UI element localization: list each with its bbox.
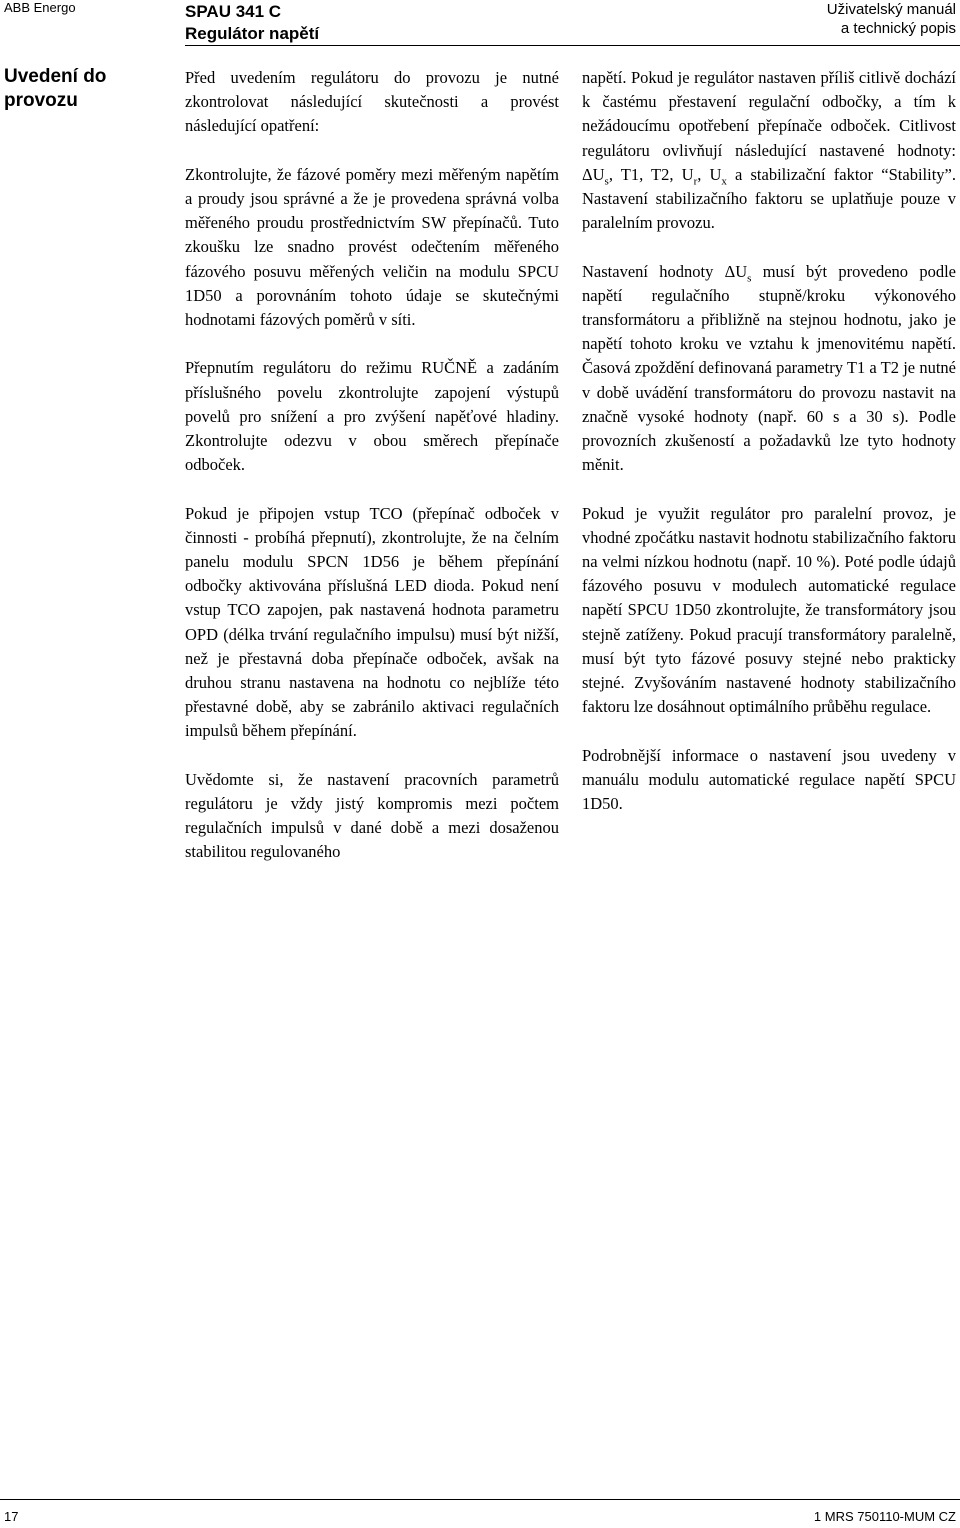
text-run: musí být provedeno podle napětí regulačního stupně/kroku výkonového transformátoru a přibližně na stejnou hodnotu, jako je napětí tohoto kroku ve vztahu k jmenovitému napětí. Časová zpoždění definovaná parametry T1 a T2 je nutné v době uvádění transformátoru do provozu nastavit na značně vysoké hodnoty (např. 60 s a 30 s). Podle provozních zkušeností a požadavků lze tyto hodnoty měnit. <box>582 261 956 475</box>
subscript: s <box>604 175 609 188</box>
document-number: 1 MRS 750110-MUM CZ <box>813 1509 956 1524</box>
paragraph <box>582 260 956 478</box>
subscript: r <box>693 175 698 188</box>
subscript: x <box>721 175 727 188</box>
text-run: , T1, T2, U <box>608 164 694 184</box>
section-title: Uvedení do provozu <box>4 66 107 111</box>
paragraph: Pokud je využit regulátor pro paralelní provoz, je vhodné zpočátku nastavit hodnotu stabilizačního faktoru na velmi nízkou hodnotu (např. 10 %). Poté podle údajů fázového posuvu v modulech automatické regulace napětí SPCU 1D50 zkontrolujte, že transformátory jsou stejně zatíženy. Pokud pracují transformátory paralelně, musí být tyto fázové posuvy stejné nebo prakticky stejné. Zvyšováním nastavené hodnoty stabilizačního faktoru lze dosáhnout optimálního průběhu regulace. <box>582 503 956 717</box>
paragraph <box>582 66 956 235</box>
paragraph: Zkontrolujte, že fázové poměry mezi měřeným napětím a proudy jsou správné a že je provedena správná volba měřeného proudu prostřednictvím SW přepínačů. Tuto zkoušku lze snadno provést odečtením měřeného fázového posuvu měřených veličin na modulu SPCU 1D50 a porovnáním tohoto údaje se skutečnými hodnotami fázových poměrů v síti. <box>185 164 559 330</box>
text-run: Nastavení hodnoty ΔU <box>582 261 748 281</box>
company-name: ABB Energo <box>4 0 76 15</box>
manual-type <box>827 0 956 38</box>
subscript: s <box>747 271 752 284</box>
right-column <box>582 66 956 840</box>
manual-type-line1: Uživatelský manuál <box>826 1 956 18</box>
text-run: , U <box>697 164 722 184</box>
paragraph: Uvědomte si, že nastavení pracovních parametrů regulátoru je vždy jistý kompromis mezi počtem regulačních impulsů v dané době a mezi dosaženou stabilitou regulovaného <box>185 769 559 862</box>
page-number: 17 <box>4 1509 19 1524</box>
footer-rule <box>0 1499 960 1500</box>
text-run: a stabilizační faktor “Stability”. Nastavení stabilizačního faktoru se uplatňuje pouze v paralelním provozu. <box>582 164 956 233</box>
text-run: napětí. Pokud je regulátor nastaven příliš citlivě dochází k častému přestavení regulační odbočky, a tím k nežádoucímu opotřebení přepínače odboček. Citlivost regulátoru ovlivňují následující nastavené hodnoty: ΔU <box>582 68 956 184</box>
paragraph: Podrobnější informace o nastavení jsou uvedeny v manuálu modulu automatické regulace napětí SPCU 1D50. <box>582 745 956 814</box>
paragraph: Před uvedením regulátoru do provozu je nutné zkontrolovat následující skutečnosti a provést následující opatření: <box>185 68 559 136</box>
left-column <box>185 66 559 889</box>
document-title: Regulátor napětí <box>185 24 320 43</box>
header-rule <box>185 45 960 46</box>
paragraph: Pokud je připojen vstup TCO (přepínač odboček v činnosti - probíhá přepnutí), zkontrolujte, že na čelním panelu modulu SPCN 1D56 je během přepínání odbočky aktivována příslušná LED dioda. Pokud není vstup TCO zapojen, pak nastavená hodnota parametru OPD (délka trvání regulačního impulsu) musí být nižší, než je přestavná doba přepínače odboček, avšak na druhou stranu nastavena na hodnotu co nejblíže této přestavné době, aby se zabránilo aktivaci regulačních impulsů během přepínání. <box>185 503 559 741</box>
manual-type-line2: a technický popis <box>840 20 956 37</box>
paragraph: Přepnutím regulátoru do režimu RUČNĚ a zadáním příslušného povelu zkontrolujte zapojení výstupů povelů pro snížení a pro zvýšení napěťové hladiny. Zkontrolujte odezvu v obou směrech přepínače odboček. <box>185 358 559 475</box>
product-name: SPAU 341 C <box>185 2 282 21</box>
